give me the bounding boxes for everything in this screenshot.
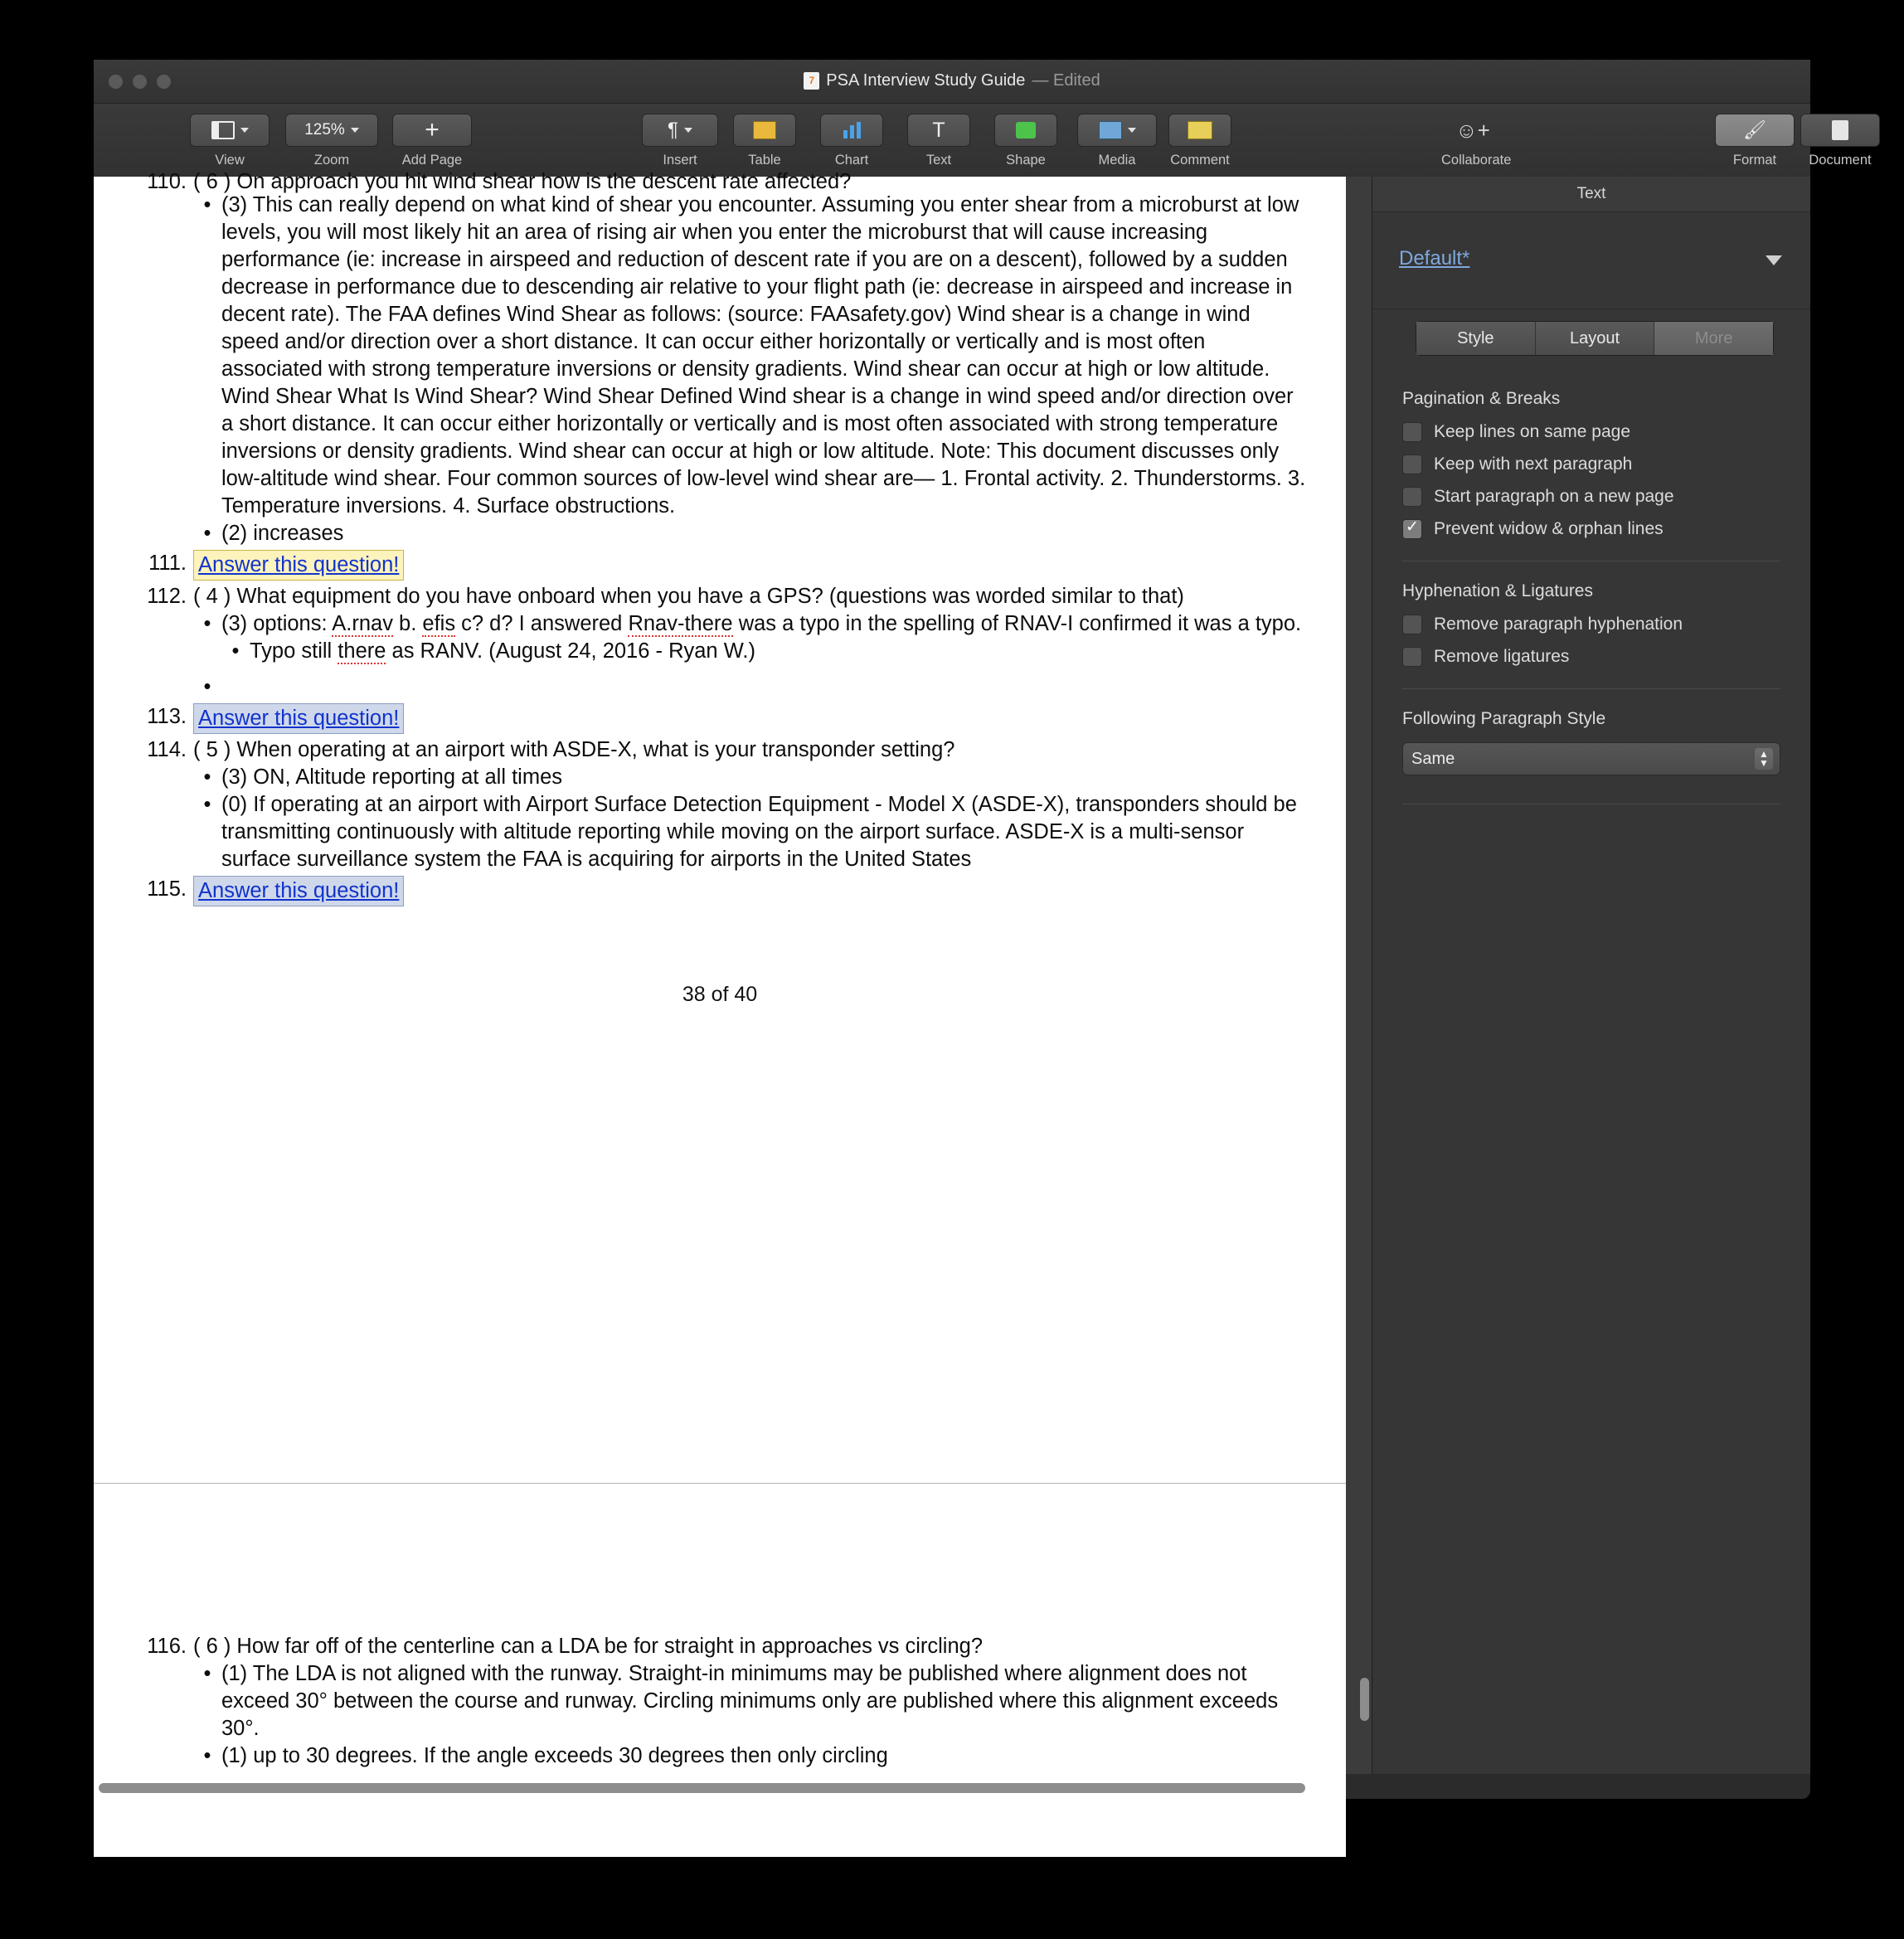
comment-icon — [1188, 121, 1212, 139]
following-style-title: Following Paragraph Style — [1402, 709, 1606, 728]
bullet-icon: • — [203, 793, 211, 816]
document-page-38 — [94, 170, 1346, 1484]
format-label: Format — [1732, 153, 1777, 168]
checkbox-icon[interactable] — [1402, 454, 1422, 474]
list-number: 112. — [147, 585, 187, 608]
view-panel-icon — [211, 121, 235, 139]
list-item — [134, 583, 1306, 610]
list-item — [134, 673, 1306, 701]
checkbox-row-remove-ligatures[interactable] — [1402, 647, 1810, 667]
list-item — [134, 638, 1306, 665]
square-shape-icon — [1016, 122, 1036, 138]
bullet-icon: • — [203, 675, 211, 698]
pages-doc-icon: 7 — [804, 72, 819, 90]
checkbox-row-keep-lines[interactable] — [1402, 422, 1810, 442]
pagination-title: Pagination & Breaks — [1402, 389, 1561, 408]
list-text: ( 5 ) When operating at an airport with ASDE-X, what is your transponder setting? — [193, 738, 955, 761]
collaborate-label: Collaborate — [1441, 153, 1512, 168]
list-item — [134, 876, 1306, 906]
text-fragment: as RANV. (August 24, 2016 - Ryan W.) — [386, 639, 755, 663]
text-fragment: (3) options: — [221, 612, 333, 635]
bullet-icon: • — [203, 522, 211, 545]
add-page-label: Add Page — [401, 153, 463, 168]
list-item — [134, 520, 1306, 547]
pages-window — [94, 60, 1872, 1799]
checkbox-icon[interactable] — [1402, 647, 1422, 667]
paragraph-style-name[interactable]: Default* — [1399, 247, 1470, 270]
add-page-button[interactable] — [392, 114, 472, 168]
text-fragment: b. — [392, 612, 423, 635]
pilcrow-icon: ¶ — [668, 119, 678, 141]
pagination-section — [1372, 389, 1810, 804]
list-text: ( 6 ) On approach you hit wind shear how is the descent rate affected? — [193, 170, 852, 193]
checkbox-row-prevent-widow[interactable] — [1402, 519, 1810, 539]
bullet-icon: • — [203, 1744, 211, 1767]
list-text — [250, 638, 1306, 665]
main-toolbar — [94, 104, 1872, 177]
chevron-updown-icon[interactable]: ▲ ▼ — [1755, 748, 1773, 770]
paragraph-style-row[interactable] — [1372, 212, 1810, 309]
checkbox-label: Keep lines on same page — [1434, 422, 1630, 441]
checkbox-label: Remove paragraph hyphenation — [1434, 615, 1683, 634]
list-text: (1) up to 30 degrees. If the angle exceeds 30 degrees then only circling — [221, 1744, 888, 1767]
table-icon — [753, 121, 776, 139]
bullet-icon: • — [203, 765, 211, 789]
bar-chart-icon — [843, 122, 861, 138]
person-add-icon: ☺+ — [1455, 117, 1490, 143]
horizontal-scrollbar-thumb[interactable] — [99, 1783, 1305, 1793]
window-titlebar[interactable] — [94, 60, 1810, 104]
format-inspector — [1372, 177, 1810, 1774]
answer-question-link[interactable]: Answer this question! — [193, 876, 404, 906]
chart-button[interactable] — [820, 114, 883, 168]
text-fragment: was a typo in the spelling of RNAV-I confirmed it was a typo. — [732, 612, 1302, 635]
list-item — [134, 1742, 1306, 1767]
comment-label: Comment — [1170, 153, 1230, 168]
shape-button[interactable] — [994, 114, 1057, 168]
chevron-down-icon — [684, 128, 692, 133]
text-fragment: Typo still — [250, 639, 338, 663]
list-text: ( 4 ) What equipment do you have onboard when you have a GPS? (questions was worded similar to that) — [193, 585, 1184, 608]
list-text: (1) The LDA is not aligned with the runway. Straight-in minimums may be published where alignment does not exceed 30° between the course and runway. Circling minimums only are published where this alignment exceeds 30°. — [221, 1662, 1279, 1740]
checkbox-row-keep-with-next[interactable] — [1402, 454, 1810, 474]
media-button[interactable] — [1077, 114, 1157, 168]
collaborate-button[interactable] — [1441, 114, 1512, 168]
text-fragment: c? d? I answered — [455, 612, 629, 635]
list-number: 111. — [148, 552, 187, 575]
checkbox-icon-checked[interactable] — [1402, 519, 1422, 539]
list-text — [221, 610, 1306, 638]
list-number: 110. — [147, 170, 187, 193]
text-button[interactable] — [907, 114, 970, 168]
list-item — [134, 192, 1306, 520]
list-item — [134, 1633, 1306, 1660]
document-icon — [1832, 120, 1848, 140]
checkbox-label: Prevent widow & orphan lines — [1434, 519, 1664, 538]
zoom-label: Zoom — [313, 153, 350, 168]
checkbox-label: Remove ligatures — [1434, 647, 1570, 666]
chevron-down-icon — [351, 128, 359, 133]
document-title: PSA Interview Study Guide — [826, 71, 1026, 90]
misspelled-word: efis — [422, 612, 456, 635]
inspector-tabs — [1416, 321, 1774, 356]
chevron-down-icon[interactable] — [1766, 255, 1782, 265]
view-button[interactable] — [190, 114, 270, 168]
list-number: 115. — [147, 877, 187, 901]
comment-button[interactable] — [1168, 114, 1231, 168]
list-text: ( 6 ) How far off of the centerline can a LDA be for straight in approaches vs circling? — [193, 1635, 984, 1658]
chart-label: Chart — [834, 153, 869, 168]
window-title — [94, 71, 1810, 90]
document-page-39 — [94, 1484, 1346, 1857]
photo-icon — [1099, 121, 1122, 139]
list-text: (0) If operating at an airport with Airport Surface Detection Equipment - Model X (ASDE-X), transponders should be transmitting continuously with altitude reporting while moving on the airport surface. ASDE-X is a multi-sensor surface surveillance system the FAA is acquiring for airports in the United States — [221, 793, 1297, 871]
document-canvas[interactable] — [94, 170, 1372, 1774]
paintbrush-icon: 🖌 — [1743, 119, 1766, 140]
checkbox-row-start-new-page[interactable] — [1402, 487, 1810, 507]
insert-button[interactable] — [642, 114, 718, 168]
list-number: 113. — [147, 705, 187, 728]
inspector-title: Text — [1372, 177, 1810, 212]
text-t-icon: T — [932, 118, 945, 142]
following-style-value: Same — [1411, 749, 1455, 768]
text-label: Text — [925, 153, 952, 168]
tab-more[interactable]: More — [1654, 322, 1773, 355]
list-item — [134, 168, 1306, 193]
list-text: (2) increases — [221, 522, 344, 545]
list-item — [134, 764, 1306, 791]
bullet-icon: • — [203, 1662, 211, 1685]
list-item — [134, 703, 1306, 734]
list-item — [134, 1660, 1306, 1742]
chevron-down-icon — [240, 128, 249, 133]
answer-question-link[interactable]: Answer this question! — [193, 703, 404, 734]
list-number: 114. — [147, 738, 187, 761]
list-item — [134, 736, 1306, 764]
insert-label: Insert — [663, 153, 697, 168]
format-button[interactable] — [1715, 114, 1795, 168]
plus-icon: + — [425, 116, 440, 143]
list-item — [134, 610, 1306, 638]
bullet-icon: • — [203, 193, 211, 216]
page-footer: 38 of 40 — [682, 983, 758, 1006]
answer-question-link[interactable]: Answer this question! — [193, 550, 404, 581]
following-style-select[interactable] — [1402, 742, 1780, 775]
document-button[interactable] — [1800, 114, 1880, 168]
edited-status: — Edited — [1032, 71, 1100, 90]
misspelled-word: A.rnav — [332, 612, 393, 635]
checkbox-icon[interactable] — [1402, 422, 1422, 442]
chevron-down-icon — [1128, 128, 1136, 133]
zoom-control[interactable] — [285, 114, 378, 168]
bullet-icon: • — [231, 639, 240, 663]
checkbox-label: Keep with next paragraph — [1434, 454, 1633, 474]
misspelled-word: there — [338, 639, 386, 663]
list-item — [134, 550, 1306, 581]
shape-label: Shape — [1006, 153, 1046, 168]
document-label: Document — [1809, 153, 1872, 168]
checkbox-icon[interactable] — [1402, 487, 1422, 507]
checkbox-icon[interactable] — [1402, 615, 1422, 634]
tab-layout[interactable]: Layout — [1536, 322, 1655, 355]
list-text: (3) This can really depend on what kind of shear you encounter. Assuming you enter shear from a microburst at low levels, you will most likely hit an area of rising air when you enter the microburst that will cause increasing performance (ie: increase in airspeed and reduction of descent rate if you are on a descent), followed by a sudden decrease in performance due to descending air relative to your flight path (ie: decrease in airspeed and increase in decent rate). The FAA defines Wind Shear as follows: (source: FAAsafety.gov) Wind shear is a change in wind speed and/or direction over a short distance. It can occur either horizontally or vertically and is most often associated with strong temperature inversions or density gradients. Wind shear can occur at high or low altitude. Wind Shear What Is Wind Shear? Wind Shear Defined Wind shear is a change in wind speed and/or direction over a short distance. It can occur either horizontally or vertically and is most often associated with strong temperature inversions or density gradients. Wind shear can occur at high or low altitude. Note: This document discusses only low-altitude wind shear. Four common sources of low-level wind shear are— 1. Frontal activity. 2. Thunderstorms. 3. Temperature inversions. 4. Surface obstructions. — [221, 193, 1306, 518]
checkbox-row-remove-hyphenation[interactable] — [1402, 615, 1810, 634]
misspelled-word: Rnav-there — [628, 612, 733, 635]
bullet-icon: • — [203, 612, 211, 635]
view-label: View — [215, 153, 245, 168]
hyphenation-title: Hyphenation & Ligatures — [1402, 581, 1593, 600]
checkbox-label: Start paragraph on a new page — [1434, 487, 1674, 506]
list-text: (3) ON, Altitude reporting at all times — [221, 765, 563, 789]
section-divider — [1402, 688, 1780, 689]
table-label: Table — [748, 153, 781, 168]
table-button[interactable] — [733, 114, 796, 168]
tab-style[interactable]: Style — [1416, 322, 1536, 355]
media-label: Media — [1098, 153, 1136, 168]
vertical-scrollbar-thumb[interactable] — [1360, 1678, 1369, 1721]
list-number: 116. — [147, 1635, 187, 1658]
zoom-value: 125% — [304, 121, 345, 138]
list-item — [134, 791, 1306, 873]
